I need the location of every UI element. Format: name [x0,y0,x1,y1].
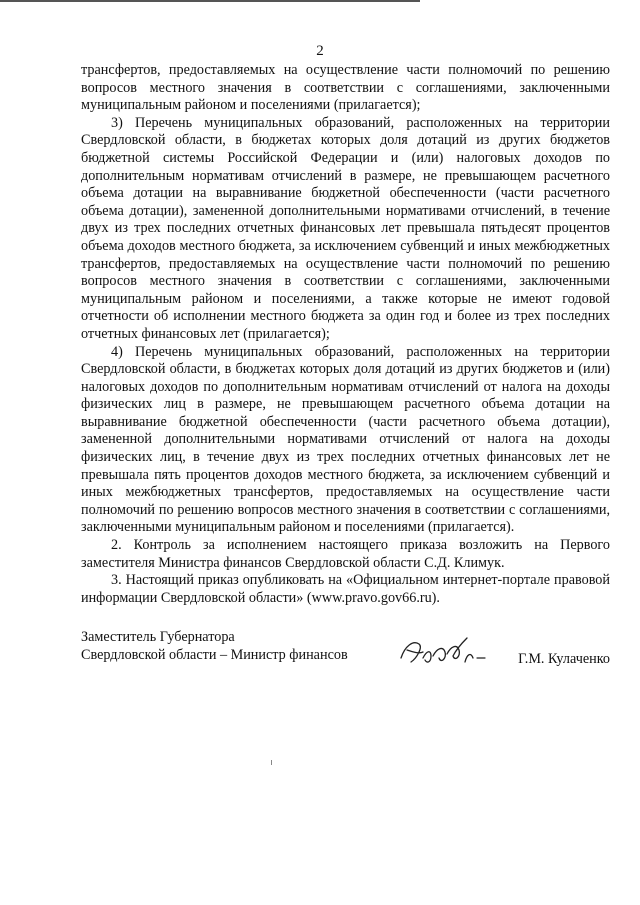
signer-position-line2: Свердловской области – Министр финансов [81,647,348,663]
signature-block [81,628,610,688]
paragraph-clause-3: 3. Настоящий приказ опубликовать на «Официальном интернет-портале правовой информации Свердловской области» (www.pravo.gov66.ru). [81,572,610,606]
paragraph-item-3: 3) Перечень муниципальных образований, расположенных на территории Свердловской области, в бюджетах которых доля дотаций из других бюджетов бюджетной системы Российской Федерации и (или) налоговых доходов по дополнительным нормативам отчислений в размере, не превышающем расчетного объема дотации на выравнивание бюджетной обеспеченности (части расчетного объема дотации), замененной дополнительными нормативами отчислений, в течение двух из трех последних отчетных финансовых лет превышала пятьдесят процентов объема доходов местного бюджета, за исключением субвенций и иных межбюджетных трансфертов, предоставляемых на осуществление части полномочий по решению вопросов местного значения в соответствии с соглашениями, заключенными муниципальным районом и поселениями, а также которые не имеют годовой отчетности об исполнении местного бюджета за один год и более из трех последних отчетных финансовых лет (прилагается); [81,114,610,342]
signer-position-line1: Заместитель Губернатора [81,629,235,645]
paragraph-continuation: трансфертов, предоставляемых на осуществление части полномочий по решению вопросов местного значения в соответствии с соглашениями, заключенными муниципальным районом и поселениями (прилагается); [81,62,610,114]
document-body [81,62,610,607]
page-number: 2 [316,43,324,59]
paragraph-item-4: 4) Перечень муниципальных образований, расположенных на территории Свердловской области, в бюджетах которых доля дотаций из других бюджетов и (или) налоговых доходов по дополнительным нормативам отчислений от налога на доходы физических лиц в размере, не превышающем расчетного объема дотации на выравнивание бюджетной обеспеченности (части расчетного объема дотации), замененной дополнительными нормативами отчислений от налога на доходы физических лиц, в течение двух из трех последних отчетных финансовых лет не превышала пять процентов доходов местного бюджета, за исключением субвенций и иных межбюджетных трансфертов, предоставляемых на осуществление части полномочий по решению вопросов местного значения в соответствии с соглашениями, заключенными муниципальным районом и поселениями (прилагается). [81,343,610,536]
scan-artifact-mark [271,760,272,765]
signer-name: Г.М. Кулаченко [518,651,610,667]
paragraph-clause-2: 2. Контроль за исполнением настоящего приказа возложить на Первого заместителя Министра финансов Свердловской области С.Д. Климук. [81,537,610,571]
signer-position [81,628,348,664]
handwritten-signature [393,628,493,678]
top-border-line [0,0,420,2]
